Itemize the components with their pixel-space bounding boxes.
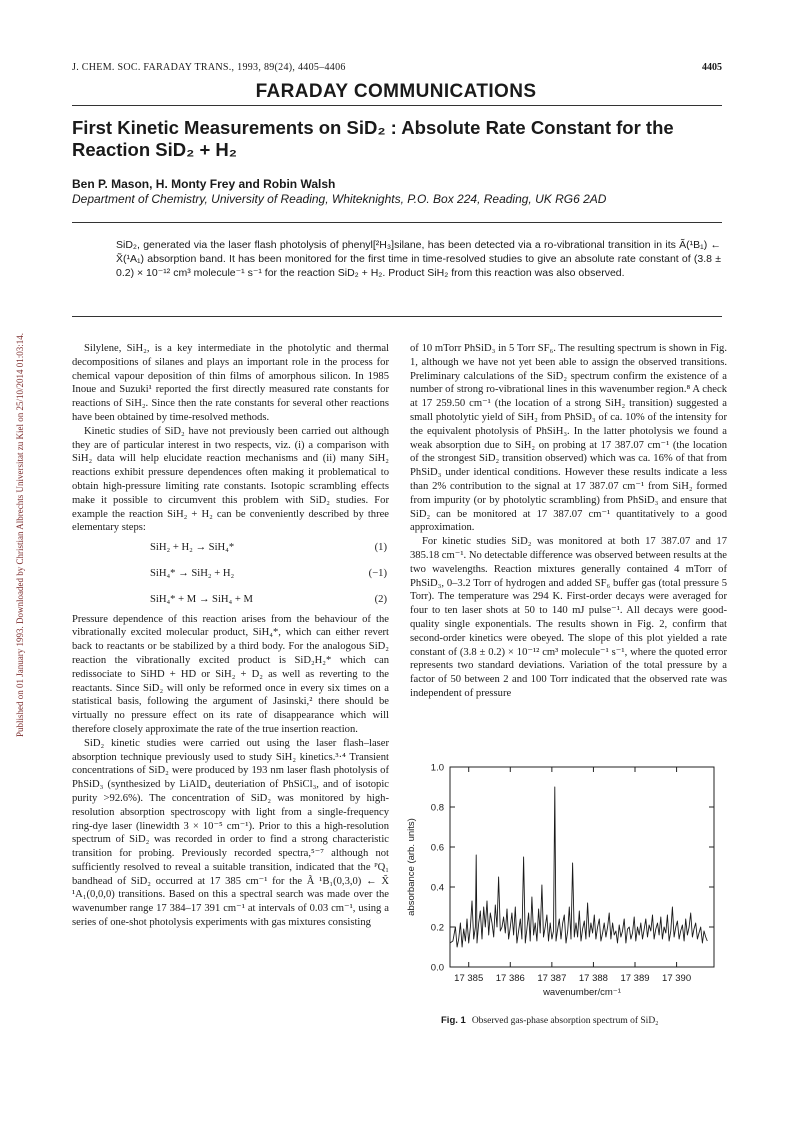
y-tick-label: 0.2 <box>430 922 444 934</box>
page-number: 4405 <box>702 62 722 73</box>
y-tick-label: 0.4 <box>430 882 444 894</box>
top-rule <box>72 105 722 106</box>
y-tick-label: 0.8 <box>430 802 444 814</box>
y-tick-label: 0.6 <box>430 842 444 854</box>
abstract-top-rule <box>72 222 722 223</box>
x-tick-label: 17 385 <box>454 973 484 984</box>
author-list: Ben P. Mason, H. Monty Frey and Robin Walsh <box>72 177 336 191</box>
left-column <box>72 342 389 930</box>
paragraph: SiD₂ kinetic studies were carried out using the laser flash–laser absorption technique previously used to study SiH₂ kinetics.³·⁴ Transient concentrations of SiD₂ were produced by 193 nm laser flash photolysis of PhSiD₃ (synthesized by LiAlD₄ deuteriation of PhSiCl₃, and of isotopic purity >92.6%). The concentration of SiD₂ was monitored by high-resolution absorption spectroscopy with light from a single-frequency ring-dye laser (linewidth 3 × 10⁻⁵ cm⁻¹). Prior to this a high-resolution spectrum of SiD₂ was recorded in order to find a strong characteristic transition for probing. Previously recorded spectra,⁵⁻⁷ although not sufficiently resolved to reveal a suitable transition, indicated that the ᴾQ₁ bandhead of SiD₂ occurred at 17 385 cm⁻¹ for the Ã ¹B₁(0,3,0) ← X̃ ¹A₁(0,0,0) transitions. Based on this a spectral search was made over the wavenumber range 17 384–17 391 cm⁻¹ at intervals of 0.03 cm⁻¹, using a series of one-shot photolysis experiments with gas mixtures consisting <box>72 737 389 929</box>
x-tick-label: 17 389 <box>620 973 650 984</box>
figure-1-chart <box>400 755 730 1010</box>
x-tick-label: 17 390 <box>662 973 692 984</box>
equation: SiH₄* + M → SiH₄ + M (2) <box>150 593 387 605</box>
x-tick-label: 17 388 <box>578 973 608 984</box>
series-line <box>450 787 707 947</box>
paragraph: For kinetic studies SiD₂ was monitored at both 17 387.07 and 17 385.18 cm⁻¹. No detectable difference was observed between results at the two wavelengths. Reaction mixtures generally contained 4 mTorr of PhSiD₃, 0–3.2 Torr of hydrogen and added SF₆ buffer gas (total pressure 5 Torr). The temperature was 294 K. First-order decays were averaged for four to ten laser shots at 50 to 140 mJ pulse⁻¹. All decays were good-quality single exponentials. The results shown in Fig. 2, confirm that second-order kinetics were obeyed. The slope of this plot yielded a rate constant of (3.8 ± 0.2) × 10⁻¹² cm³ molecule⁻¹ s⁻¹, where the quoted error represents two standard deviations. Variation of the total pressure by a factor of 50 between 2 and 100 Torr indicated that the observed rate was independent of pressure <box>410 536 727 699</box>
equation: SiH₄* → SiH₂ + H₂ (−1) <box>150 567 387 579</box>
x-tick-label: 17 387 <box>537 973 567 984</box>
abstract: SiD₂, generated via the laser flash photolysis of phenyl[²H₃]silane, has been detected via a ro-vibrational transition in its Ã(¹B₁) ← X̃(¹A₁) absorption band. It has been monitored for the first time in time-resolved studies to give an absolute rate constant of (3.8 ± 0.2) × 10⁻¹² cm³ molecule⁻¹ s⁻¹ for the reaction SiD₂ + H₂. Product SiH₂ from this reaction was also observed. <box>116 239 721 280</box>
x-axis-label: wavenumber/cm⁻¹ <box>543 987 621 998</box>
abstract-bottom-rule <box>72 316 722 317</box>
paragraph: Silylene, SiH₂, is a key intermediate in the photolytic and thermal decompositions of silanes and plays an important role in the process for chemical vapour deposition of thin films of amorphous silicon. In 1985 Inoue and Suzuki¹ reported the first directly measured rate constants for reactions of SiH₂. Since then the rate constants for several other reactions have been obtained by time-resolved methods. <box>72 343 389 423</box>
figure-caption <box>441 1015 659 1026</box>
journal-citation: J. CHEM. SOC. FARADAY TRANS., 1993, 89(24), 4405–4406 <box>72 62 346 73</box>
paragraph: Kinetic studies of SiD₂ have not previously been carried out although they are of particular interest in two respects, viz. (i) a comparison with SiH₂ data will help elucidate reaction mechanisms and (ii) many SiH₂ reactions exhibit pressure dependences often making it problematical to obtain high-pressure limiting rate constants. Isotopic scrambling effects make it possible to circumvent this problem with SiD₂ studies. For example the reaction SiH₂ + H₂ can be conveniently described by three elementary steps: <box>72 425 389 534</box>
y-axis-label: absorbance (arb. units) <box>406 818 417 916</box>
right-column <box>410 342 727 701</box>
figure-caption-text: Observed gas-phase absorption spectrum of SiD₂ <box>471 1016 659 1026</box>
y-tick-label: 1.0 <box>430 762 444 774</box>
paragraph: Pressure dependence of this reaction arises from the behaviour of the vibrationally excited molecular product, SiH₄*, which can either revert back to reactants or be stabilized by a third body. For the analogous SiD₂ reaction the vibrationally excited product is SiD₂H₂* which can redissociate to SiHD + HD or SiH₂ + D₂ as well as reverting to the reactants. Since SiD₂ will only be reformed once in every six times on a statistical basis, following the argument of Jasinski,² there should be virtually no pressure effect on its rate of disappearance which will therefore closely approximate the rate of the true insertion reaction. <box>72 613 389 735</box>
affiliation: Department of Chemistry, University of Reading, Whiteknights, P.O. Box 224, Reading, UK RG6 2AD <box>72 192 607 206</box>
article-title: First Kinetic Measurements on SiD₂ : Absolute Rate Constant for the Reaction SiD₂ + H₂ <box>72 117 674 160</box>
x-tick-label: 17 386 <box>495 973 525 984</box>
paragraph: of 10 mTorr PhSiD₃ in 5 Torr SF₆. The resulting spectrum is shown in Fig. 1, although we have not yet been able to assign the observed transitions. Preliminary calculations of the SiD₂ spectrum confirm the existence of a number of strong ro-vibrational lines in this wavenumber region.⁸ A check at 17 259.50 cm⁻¹ (the location of a strong SiH₂ transition) suggested a small photolytic yield of SiH₂ from PhSiD₃ of ca. 10% of the intensity for the equivalent photolysis of PhSiH₃. In the latter photolysis we found a weak absorption due to SiH₂ on probing at 17 387.07 cm⁻¹ (the location of the strongest SiD₂ transition observed) which was ca. 16% of that from PhSiD₃ under identical conditions. However these results indicate a less than 2% contribution to the signal at 17 387.07 cm⁻¹ from SiH₂ formed from impurity (or by photolytic scrambling) from PhSiD₃ and ensure that SiD₂ can be monitored at 17 387.07 cm⁻¹ quantitatively to a good approximation. <box>410 343 727 534</box>
y-tick-label: 0.0 <box>430 962 444 974</box>
equation: SiH₂ + H₂ → SiH₄* (1) <box>150 542 387 554</box>
section-heading: FARADAY COMMUNICATIONS <box>255 81 537 102</box>
download-watermark: Published on 01 January 1993. Downloaded by Christian Albrechts Universitat zu Kiel on 25/10/2014 01:03:14. <box>15 333 25 737</box>
figure-label: Fig. 1 <box>441 1015 466 1026</box>
